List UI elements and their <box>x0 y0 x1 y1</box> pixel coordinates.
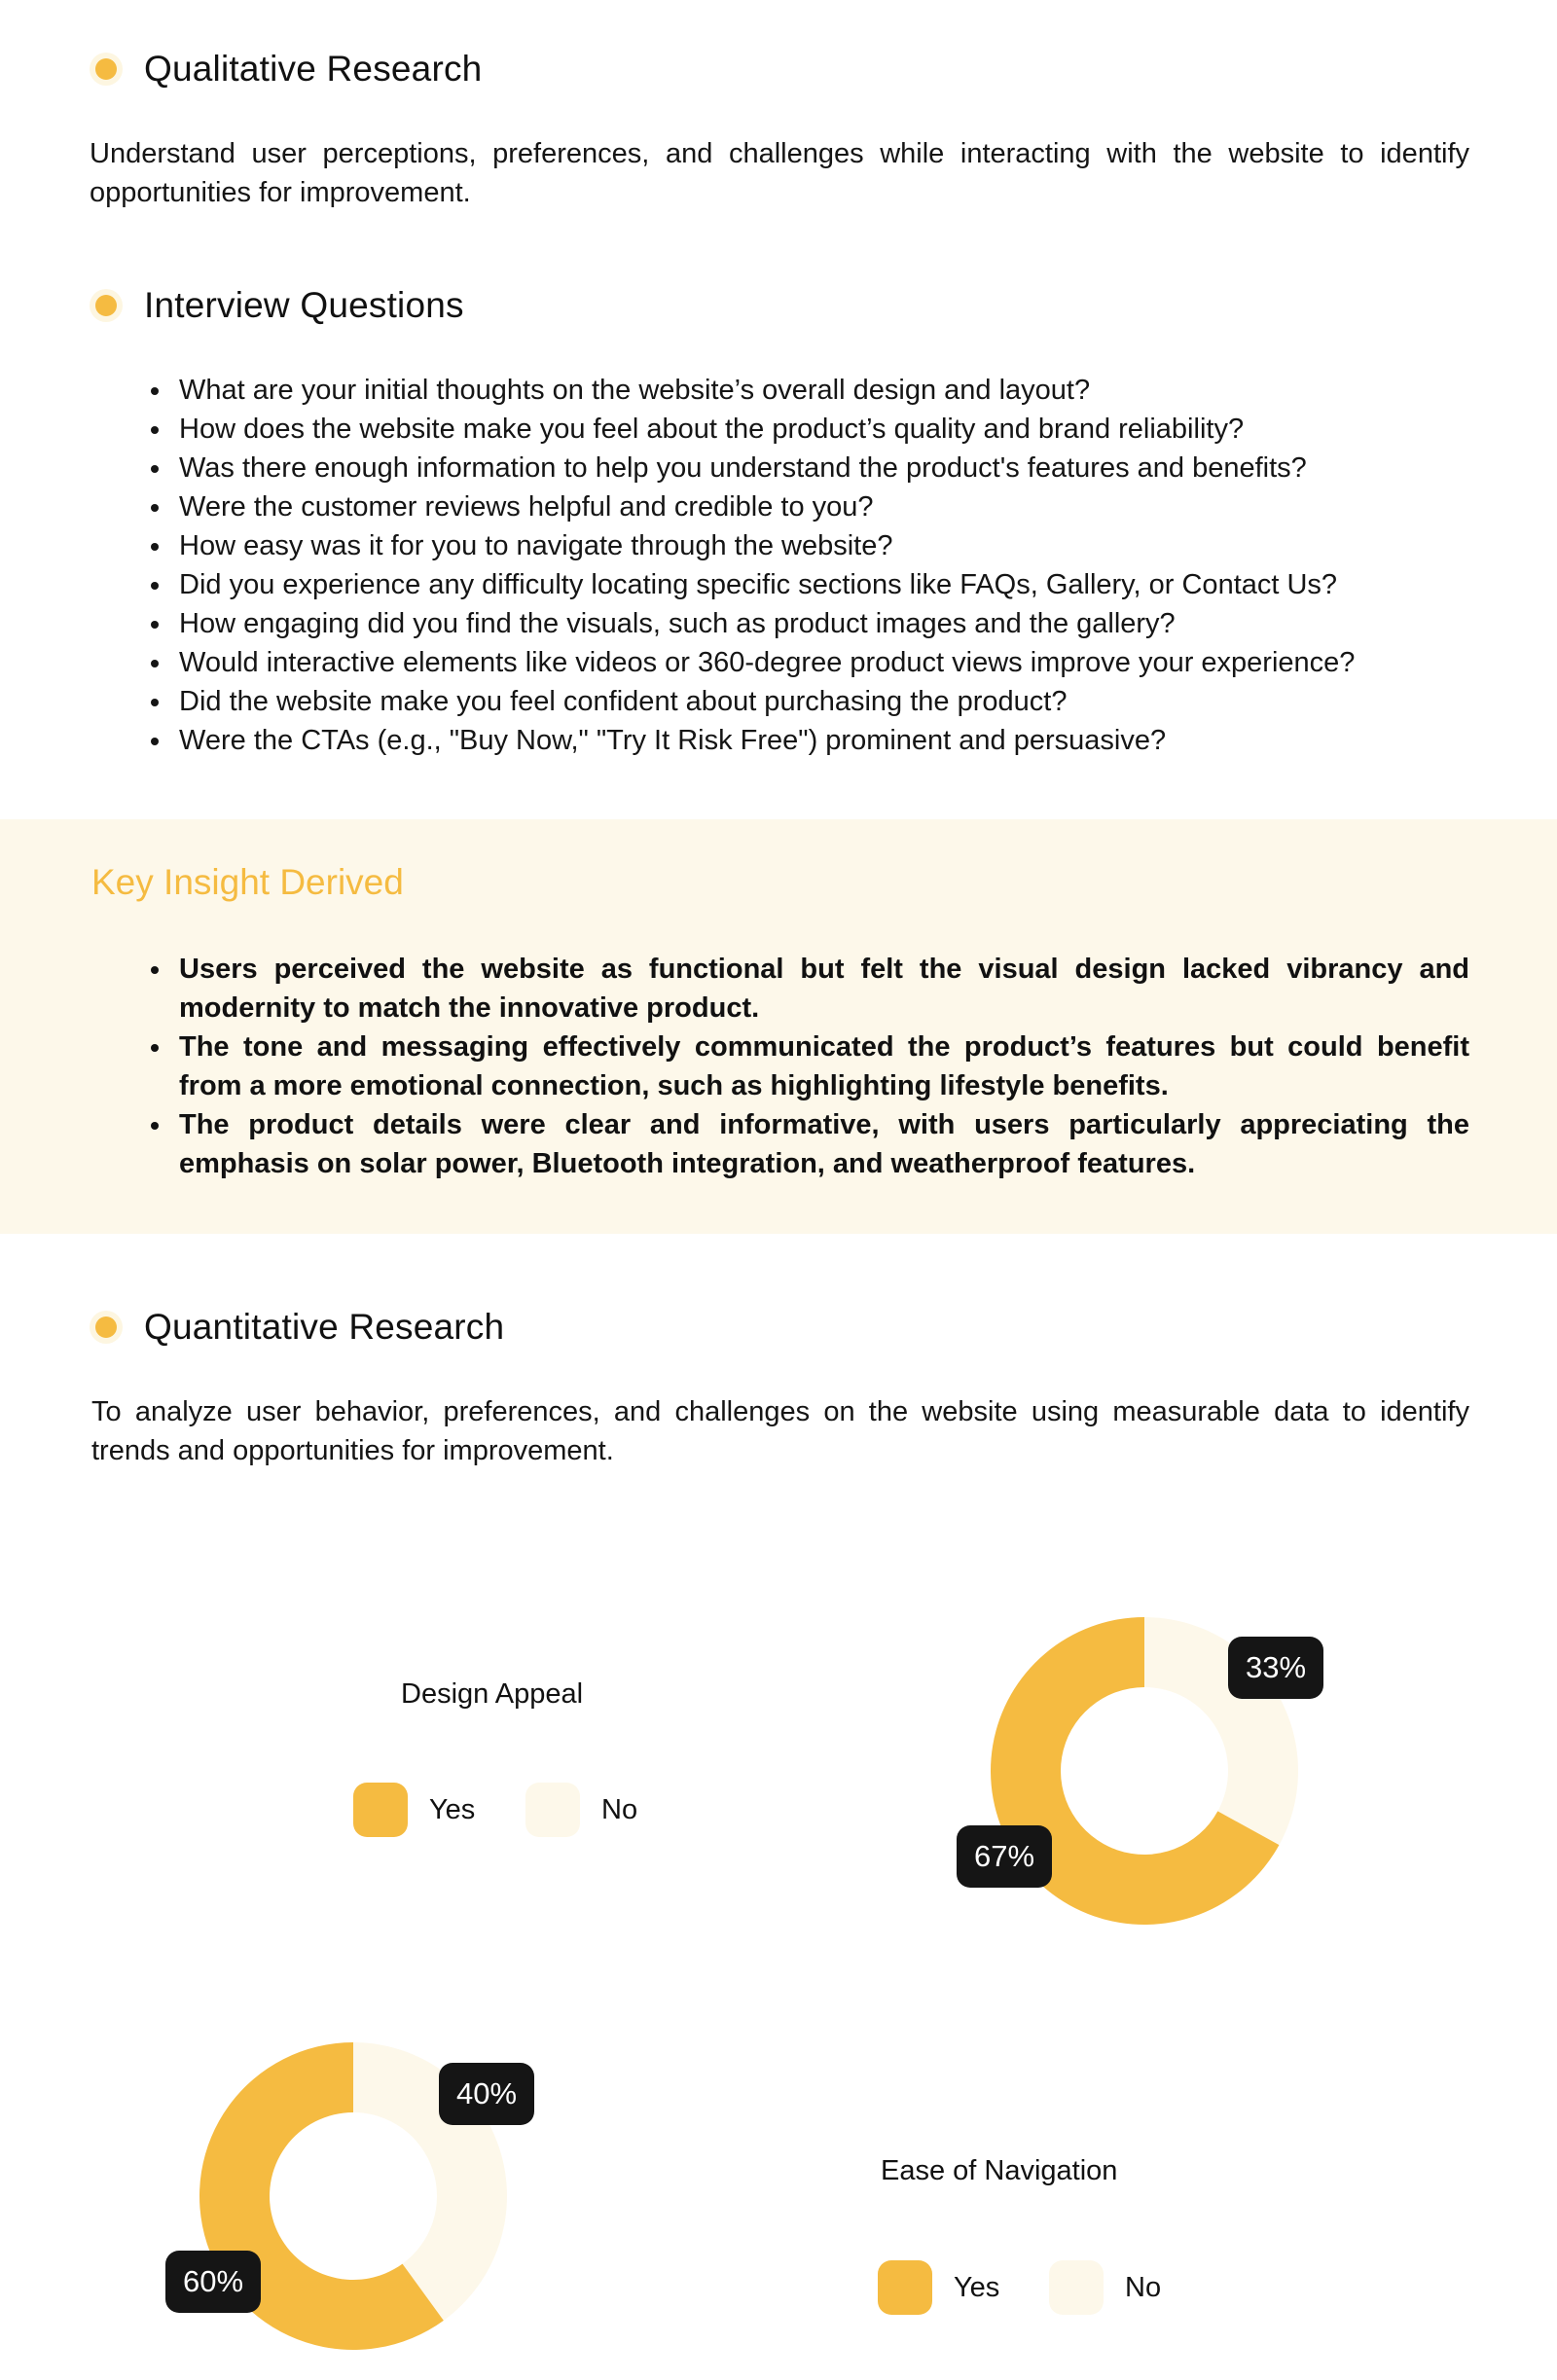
list-item: • The product details were clear and informative, with users particularly appreciating the emphasis on solar power, Bluetooth integration, and weatherproof features. <box>173 1105 1469 1183</box>
list-item: • How engaging did you find the visuals, such as product images and the gallery? <box>173 604 1497 643</box>
design-appeal-legend-yes <box>353 1783 475 1837</box>
interview-questions <box>134 371 1497 760</box>
design-appeal-label-yes: 67% <box>957 1825 1052 1888</box>
list-item: • Were the customer reviews helpful and credible to you? <box>173 487 1497 526</box>
ease-of-navigation-legend-yes <box>878 2260 999 2315</box>
legend-label-no: No <box>601 1793 638 1825</box>
questions-list <box>134 371 1497 760</box>
interview-heading <box>95 285 464 326</box>
list-item: • What are your initial thoughts on the website’s overall design and layout? <box>173 371 1497 410</box>
key-insight-points <box>134 950 1469 1183</box>
list-item: • How easy was it for you to navigate through the website? <box>173 526 1497 565</box>
design-appeal-legend-no <box>525 1783 637 1837</box>
legend-label-yes: Yes <box>954 2271 1000 2303</box>
qualitative-description: Understand user perceptions, preferences, and challenges while interacting with the website to identify opportunities for improvement. <box>90 138 1469 208</box>
ease-of-navigation-label-no: 40% <box>439 2063 534 2125</box>
list-item: • Did the website make you feel confident about purchasing the product? <box>173 682 1497 721</box>
ease-of-navigation-legend-no <box>1049 2260 1161 2315</box>
quantitative-heading <box>95 1307 504 1348</box>
qualitative-heading <box>95 49 482 90</box>
design-appeal-label-no: 33% <box>1228 1637 1323 1699</box>
bullet-dot-icon <box>95 295 117 316</box>
list-item: • Would interactive elements like videos or 360-degree product views improve your experience? <box>173 643 1497 682</box>
legend-swatch-no <box>1049 2260 1104 2315</box>
legend-swatch-no <box>525 1783 580 1837</box>
list-item: • How does the website make you feel about the product’s quality and brand reliability? <box>173 410 1497 449</box>
interview-heading-text: Interview Questions <box>144 285 464 325</box>
list-item: • Did you experience any difficulty locating specific sections like FAQs, Gallery, or Contact Us? <box>173 565 1497 604</box>
legend-label-yes: Yes <box>429 1793 476 1825</box>
key-insight-title: Key Insight Derived <box>91 862 404 902</box>
ease-of-navigation-label-yes: 60% <box>165 2251 261 2313</box>
legend-swatch-yes <box>353 1783 408 1837</box>
insight-list <box>134 950 1469 1183</box>
list-item: • The tone and messaging effectively communicated the product’s features but could benefit from a more emotional connection, such as highlighting lifestyle benefits. <box>173 1028 1469 1105</box>
list-item: • Was there enough information to help you understand the product's features and benefits? <box>173 449 1497 487</box>
list-item: • Were the CTAs (e.g., "Buy Now," "Try It Risk Free") prominent and persuasive? <box>173 721 1497 760</box>
bullet-dot-icon <box>95 1316 117 1338</box>
legend-swatch-yes <box>878 2260 932 2315</box>
quantitative-heading-text: Quantitative Research <box>144 1307 505 1347</box>
list-item: • Users perceived the website as functional but felt the visual design lacked vibrancy and modernity to match the innovative product. <box>173 950 1469 1028</box>
design-appeal-title: Design Appeal <box>401 1678 584 1710</box>
bullet-dot-icon <box>95 58 117 80</box>
qualitative-heading-text: Qualitative Research <box>144 49 483 89</box>
quantitative-description: To analyze user behavior, preferences, and challenges on the website using measurable data to identify trends and opportunities for improvement. <box>91 1396 1469 1466</box>
ease-of-navigation-title: Ease of Navigation <box>881 2155 1118 2186</box>
legend-label-no: No <box>1125 2271 1162 2303</box>
